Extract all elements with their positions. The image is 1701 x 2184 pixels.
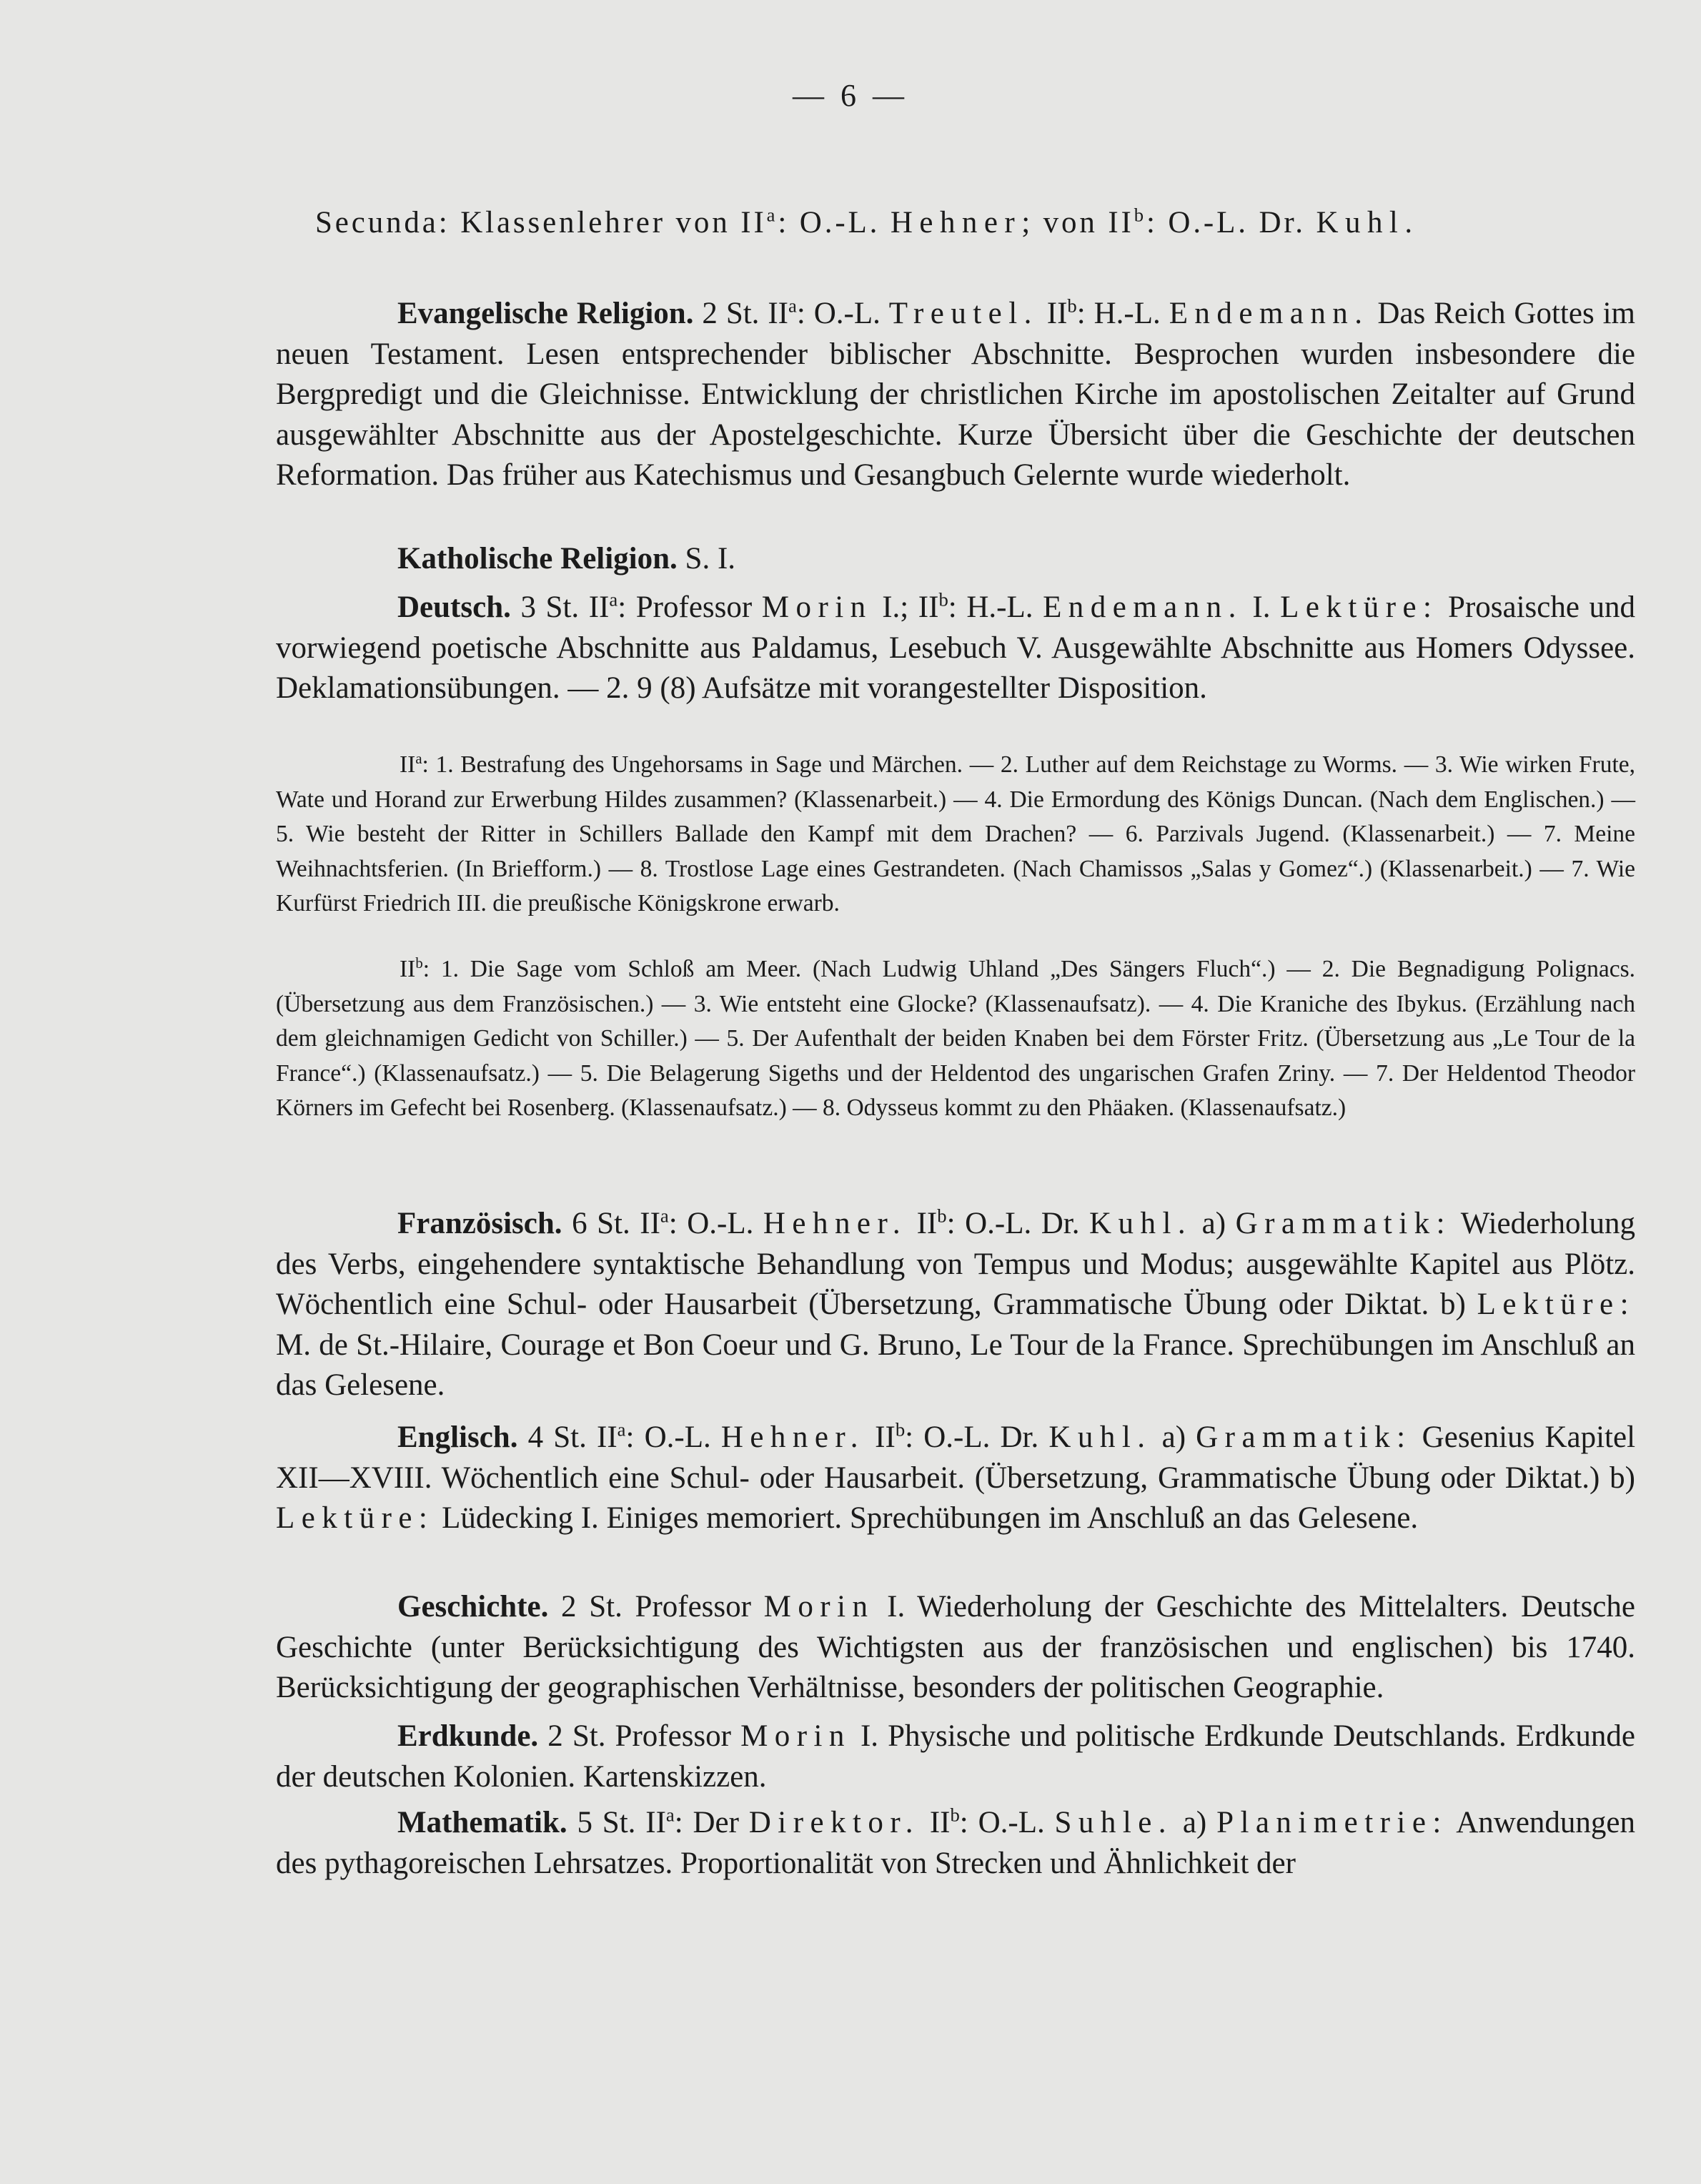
section-franzoesisch [276,1204,1635,1406]
essay-list-a [163,748,1635,921]
section-geschichte [276,1587,1635,1709]
section-evangelische-religion [276,294,1635,496]
essay-paragraph: $II^a$: 1. Bestrafung des Ungehorsams in Sage und Märchen. — 2. Luther auf dem Reichstage zu Worms. — 3. Wie wirken Frute, Wate und Horand zur Erwerbung Hildes zusammen? (Klassenarbeit.) — 4. Die Ermordung des Königs Duncan. (Nach dem Englischen.) — 5. Wie besteht der Ritter in Schillers Ballade den Kampf mit dem Drachen? — 6. Parzivals Jugend. (Klassenarbeit.) — 7. Meine Weihnachtsferien. (In Briefform.) — 8. Trostlose Lage eines Gestrandeten. (Nach Chamissos „Salas y Gomez“.) (Klassenarbeit.) — 7. Wie Kurfürst Friedrich III. die preußische Königskrone erwarb. [276,750,1635,916]
essay-list-b [163,952,1635,1126]
subsection-label: Lektüre: [1280,591,1439,624]
section-body: M. de St.-Hilaire, Courage et Bon Coeur und G. Bruno, Le Tour de la France. Sprechübungen im Anschluß an das Gelesene. [276,1328,1635,1402]
section-paragraph: Erdkunde. 2 St. Professor Morin I. Physische und politische Erdkunde Deutschlands. Erdkunde der deutschen Kolonien. Kartenskizzen. [276,1719,1635,1794]
section-paragraph: Englisch. 4 St. $II^a$: O.-L. Hehner. $II^b$: O.-L. Dr. Kuhl. a) Grammatik: Gesenius Kapitel XII—XVIII. Wöchentlich eine Schul- oder Hausarbeit. (Übersetzung, Grammatische Übung oder Diktat.) b) Lektüre: Lüdecking I. Einiges memoriert. Sprechübungen im Anschluß an das Gelesene. [276,1418,1636,1535]
class-label: Secunda [315,206,439,239]
teacher-name: Suhle. [1054,1806,1174,1839]
essay-paragraph: $II^b$: 1. Die Sage vom Schloß am Meer. (Nach Ludwig Uhland „Des Sängers Fluch“.) — 2. Die Begnadigung Polignacs. (Übersetzung aus dem Französischen.) — 3. Wie entsteht eine Glocke? (Klassenaufsatz). — 4. Die Kraniche des Ibykus. (Erzählung nach dem gleichnamigen Gedicht von Schiller.) — 5. Der Aufenthalt der beiden Knaben bei dem Förster Fritz. (Übersetzung aus „Le Tour de la France“.) (Klassenaufsatz.) — 5. Die Belagerung Sigeths und der Heldentod des ungarischen Grafen Zriny. — 7. Der Heldentod Theodor Körners im Gefecht bei Rosenberg. (Klassenaufsatz.) — 8. Odysseus kommt zu den Phäaken. (Klassenaufsatz.) [276,954,1635,1121]
teacher-name: Morin [740,1719,851,1753]
section-title: Geschichte. [397,1590,549,1624]
section-paragraph: Evangelische Religion. 2 St. $II^a$: O.-L. Treutel. $II^b$: H.-L. Endemann. Das Reich Gottes im neuen Testament. Lesen entsprechender biblischer Abschnitte. Besprochen wurden insbesondere die Bergpredigt und die Gleichnisse. Entwicklung der christlichen Kirche im apostolischen Zeitalter auf Grund ausgewählter Abschnitte aus der Apostelgeschichte. Kurze Übersicht über die Geschichte der deutschen Reformation. Das früher aus Katechismus und Gesangbuch Gelernte wurde wiederholt. [276,295,1635,492]
subsection-label: Planimetrie: [1216,1806,1448,1839]
section-paragraph: Mathematik. 5 St. $II^a$: Der Direktor. $II^b$: O.-L. Suhle. a) Planimetrie: Anwendungen des pythagoreischen Lehrsatzes. Proportionalität von Strecken und Ähnlichkeit der [276,1804,1636,1880]
subsection-label: Grammatik: [1196,1420,1412,1454]
teacher-name: Morin [761,591,873,624]
section-title: Mathematik. [397,1806,567,1839]
section-katholische-religion [276,539,1635,580]
section-body: I. Physische und politische Erdkunde Deutschlands. Erdkunde der deutschen Kolonien. Kartenskizzen. [276,1719,1635,1794]
page-number: — 6 — [793,78,908,113]
section-title: Deutsch. [397,591,511,624]
teacher-name: Morin [763,1590,875,1624]
subsection-label: Lektüre: [1477,1288,1635,1321]
section-body: Anwendungen des pythagoreischen Lehrsatzes. Proportionalität von Strecken und Ähnlichkeit der [276,1806,1636,1880]
teacher-name: Treutel. [888,297,1038,330]
section-body: Das Reich Gottes im neuen Testament. Lesen entsprechender biblischer Abschnitte. Besprochen wurden insbesondere die Bergpredigt und die Gleichnisse. Entwicklung der christlichen Kirche im apostolischen Zeitalter auf Grund ausgewählter Abschnitte aus der Apostelgeschichte. Kurze Übersicht über die Geschichte der deutschen Reformation. Das früher aus Katechismus und Gesangbuch Gelernte wurde wiederholt. [276,297,1635,492]
teacher-name: Hehner. [763,1207,908,1240]
section-paragraph: Französisch. 6 St. $II^a$: O.-L. Hehner. $II^b$: O.-L. Dr. Kuhl. a) Grammatik: Wiederholung des Verbs, eingehendere syntaktische Behandlung von Tempus und Modus; ausgewählte Kapitel aus Plötz. Wöchentlich eine Schul- oder Hausarbeit (Übersetzung, Grammatische Übung oder Diktat. b) Lektüre: M. de St.-Hilaire, Courage et Bon Coeur und G. Bruno, Le Tour de la France. Sprechübungen im Anschluß an das Gelesene. [276,1205,1635,1402]
teacher-name: Hehner. [720,1420,866,1454]
subsection-label: Grammatik: [1235,1207,1452,1240]
section-title: Katholische Religion. [397,542,678,575]
section-body: Prosaische und vorwiegend poetische Abschnitte aus Paldamus, Lesebuch V. Ausgewählte Abschnitte aus Homers Odyssee. Deklamationsübungen. — 2. 9 (8) Aufsätze mit vorangestellter Disposition. [276,591,1636,705]
section-body: I. Wiederholung der Geschichte des Mittelalters. Deutsche Geschichte (unter Berücksichtigung des Wichtigsten aus der französischen und englischen) bis 1740. Berücksichtigung der geographischen Verhältnisse, besonders der politischen Geographie. [276,1590,1635,1704]
section-title: Evangelische Religion. [397,297,694,330]
class-heading [276,203,1635,243]
teacher-name: Hehner [890,206,1022,239]
teacher-name: Kuhl. [1048,1420,1152,1454]
class-heading-line: Secunda: Klassenlehrer von $II^a$: O.-L. Hehner; von $II^b$: O.-L. Dr. Kuhl. [315,204,1419,239]
section-paragraph: Geschichte. 2 St. Professor Morin I. Wiederholung der Geschichte des Mittelalters. Deutsche Geschichte (unter Berücksichtigung des Wichtigsten aus der französischen und englischen) bis 1740. Berücksichtigung der geographischen Verhältnisse, besonders der politischen Geographie. [276,1590,1635,1704]
section-body: S. I. [677,542,736,575]
section-mathematik [276,1803,1635,1884]
subsection-label: Lektüre: [276,1501,435,1535]
section-title: Englisch. [397,1420,518,1454]
section-paragraph: Deutsch. 3 St. $II^a$: Professor Morin I.; $II^b$: H.-L. Endemann. I. Lektüre: Prosaische und vorwiegend poetische Abschnitte aus Paldamus, Lesebuch V. Ausgewählte Abschnitte aus Homers Odyssee. Deklamationsübungen. — 2. 9 (8) Aufsätze mit vorangestellter Disposition. [276,588,1636,705]
section-body: Lüdecking I. Einiges memoriert. Sprechübungen im Anschluß an das Gelesene. [434,1501,1419,1535]
section-title: Französisch. [397,1207,562,1240]
section-title: Erdkunde. [397,1719,539,1753]
section-deutsch [276,588,1635,709]
teacher-name: Kuhl. [1089,1207,1193,1240]
section-englisch [276,1418,1635,1539]
teacher-name: Endemann. [1043,591,1243,624]
teacher-name: Direktor. [748,1806,920,1839]
section-erdkunde [276,1716,1635,1797]
section-paragraph [276,539,1635,580]
teacher-name: Kuhl. [1316,206,1419,239]
teacher-name: Endemann. [1169,297,1369,330]
